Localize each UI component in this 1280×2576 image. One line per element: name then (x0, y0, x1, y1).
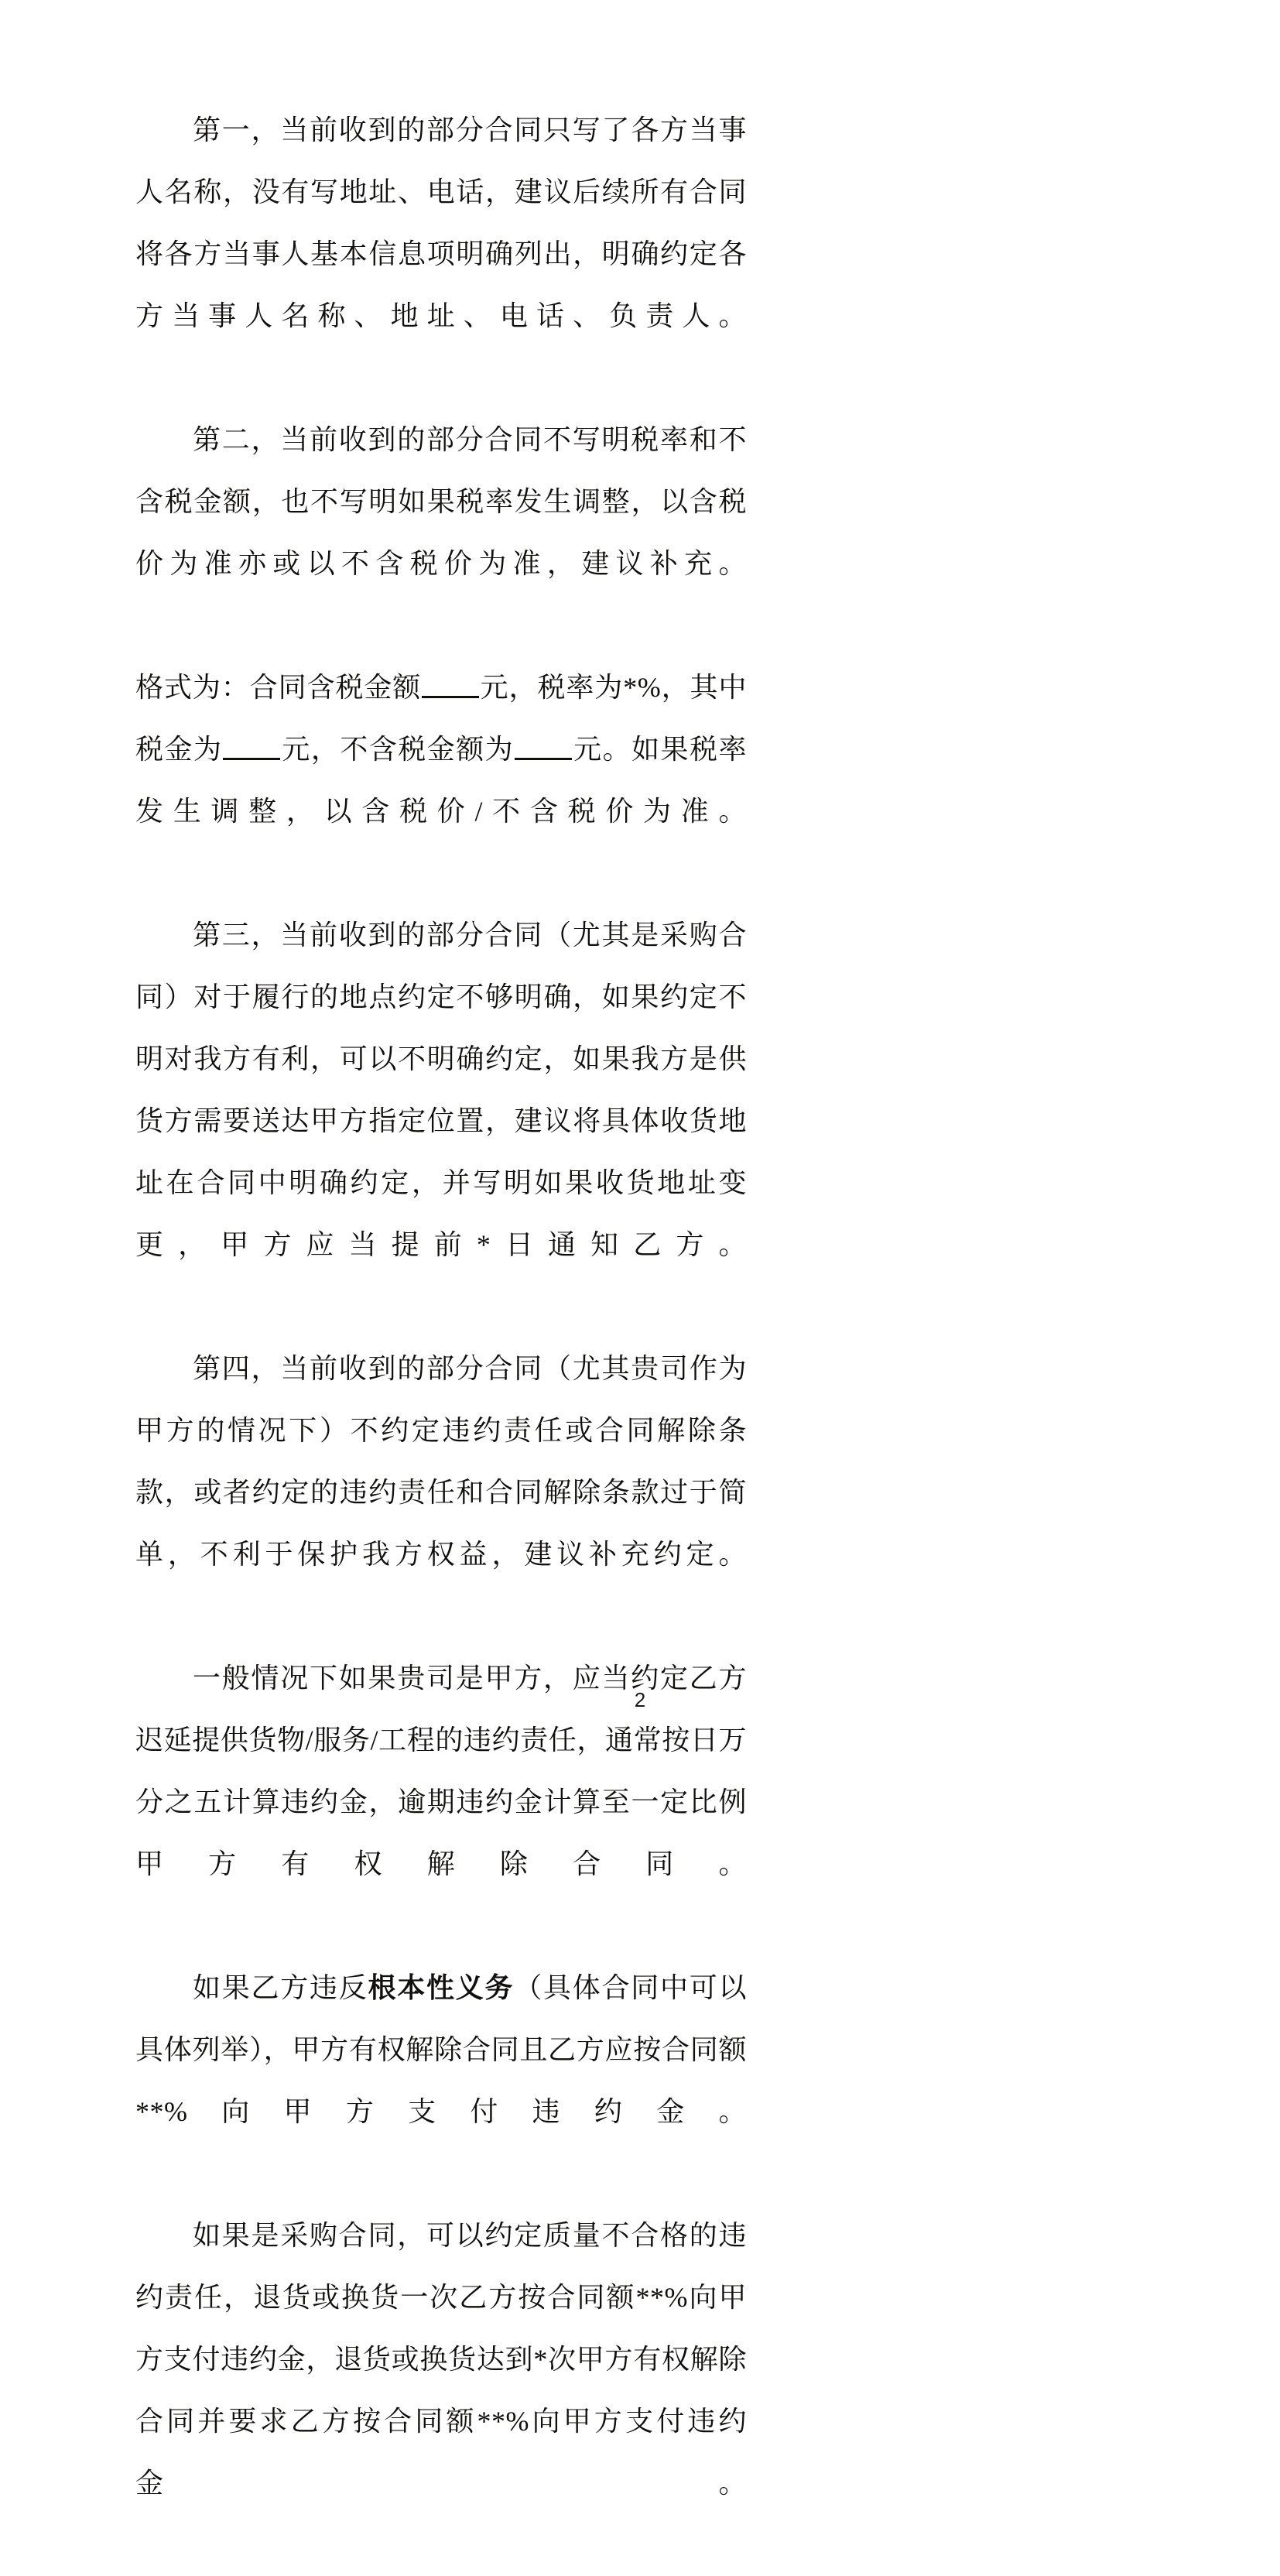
document-body (135, 99, 747, 2576)
paragraph-third-clause: 第三，当前收到的部分合同（尤其是采购合同）对于履行的地点约定不够明确，如果约定不明对我方有利，可以不明确约定，如果我方是供货方需要送达甲方指定位置，建议将具体收货地址在合同中明确约定，并写明如果收货地址变更，甲方应当提前*日通知乙方。 (135, 920, 747, 1260)
format-text-exclusive: 元，不含税金额为 (281, 734, 515, 765)
format-label: 格式为：合同含税金额 (135, 672, 422, 703)
breach-prefix-text: 如果乙方违反 (193, 1972, 368, 2003)
paragraph-second-clause: 第二，当前收到的部分合同不写明税率和不含税金额，也不写明如果税率发生调整，以含税价为准亦或以不含税价为准，建议补充。 (135, 424, 747, 579)
blank-field-tax-inclusive-amount[interactable] (422, 696, 479, 698)
paragraph-fourth-clause: 第四，当前收到的部分合同（尤其贵司作为甲方的情况下）不约定违约责任或合同解除条款，或者约定的违约责任和合同解除条款过于简单，不利于保护我方权益，建议补充约定。 (135, 1353, 747, 1570)
paragraph-procurement-contract: 如果是采购合同，可以约定质量不合格的违约责任，退货或换货一次乙方按合同额**%向甲方支付违约金，退货或换货达到*次甲方有权解除合同并要求乙方按合同额**%向甲方支付违约金。 (135, 2220, 747, 2499)
paragraph-first-clause: 第一，当前收到的部分合同只写了各方当事人名称，没有写地址、电话，建议后续所有合同将各方当事人基本信息项明确列出，明确约定各方当事人名称、地址、电话、负责人。 (135, 115, 747, 331)
blank-field-tax-exclusive-amount[interactable] (515, 758, 572, 760)
paragraph-tax-format-template (135, 656, 747, 904)
blank-field-tax-amount[interactable] (223, 758, 280, 760)
format-text-rate: 元，税率为*%，其中税金为 (135, 672, 747, 765)
emphasis-fundamental-obligation: 根本性义务 (368, 1972, 515, 2003)
breach-suffix-text: （具体合同中可以具体列举），甲方有权解除合同且乙方应按合同额**%向甲方支付违约金。 (135, 1972, 747, 2127)
paragraph-fundamental-obligation (135, 1957, 747, 2204)
paragraph-general-liquidated-damages: 一般情况下如果贵司是甲方，应当约定乙方迟延提供货物/服务/工程的违约责任，通常按日万分之五计算违约金，逾期违约金计算至一定比例甲方有权解除合同。 (135, 1663, 747, 1879)
format-text-adjustment: 元。如果税率发生调整，以含税价/不含税价为准。 (135, 734, 747, 827)
page-number: 2 (634, 1688, 646, 1711)
